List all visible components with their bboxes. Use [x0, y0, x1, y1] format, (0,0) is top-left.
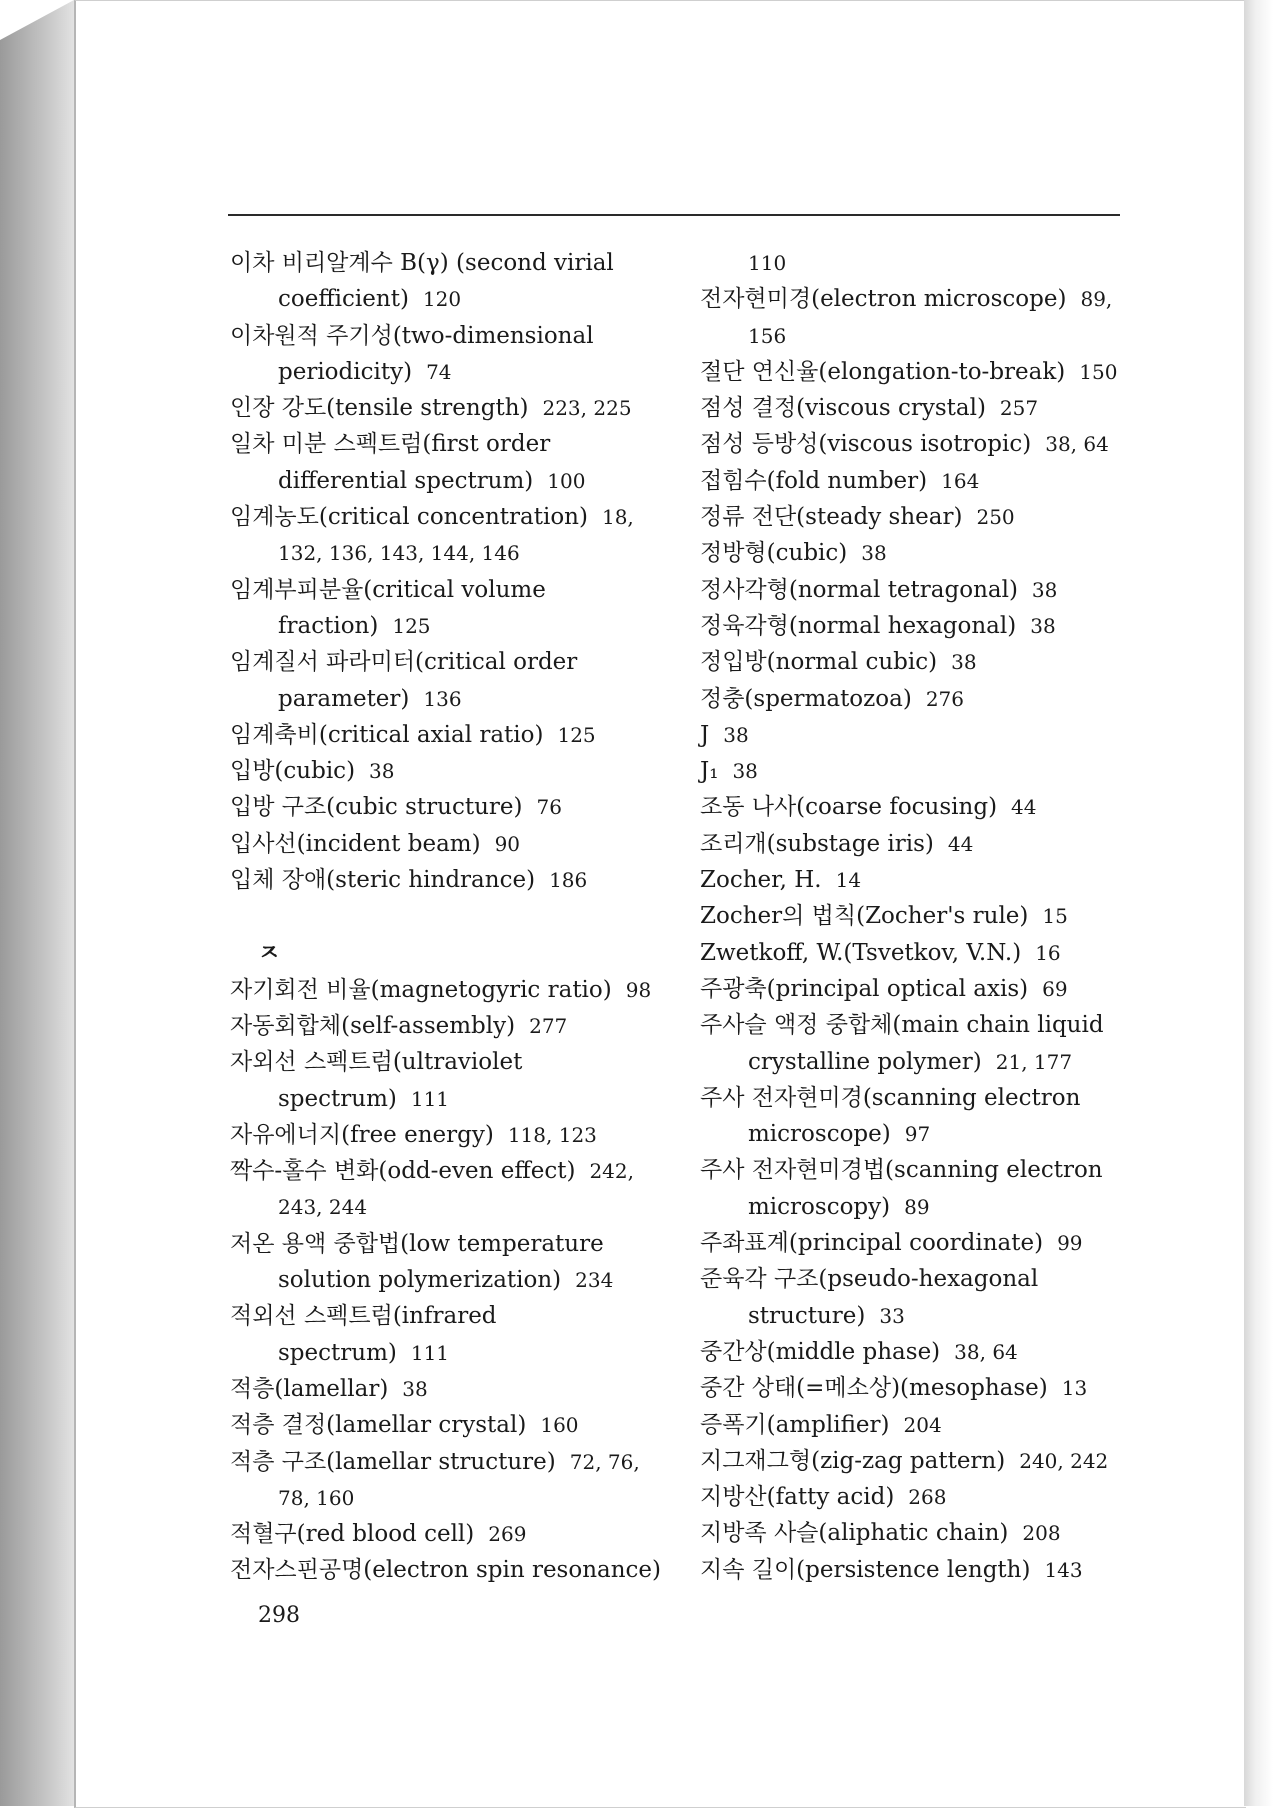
index-entry-term: 자동회합체(self-assembly) — [230, 1012, 516, 1039]
index-entry-term: 이차 비리알계수 B(γ) (second virial coefficient) — [230, 250, 614, 313]
index-entry — [700, 717, 1140, 753]
index-entry — [700, 608, 1140, 644]
index-entry-pages: 160 — [540, 1413, 579, 1438]
index-entry-term: 입체 장애(steric hindrance) — [230, 867, 536, 894]
index-entry-term: 접힘수(fold number) — [700, 467, 928, 494]
index-entry — [230, 644, 670, 717]
index-entry-term: J₁ — [700, 758, 719, 785]
index-entry-pages: 150 — [1079, 359, 1118, 384]
index-entry-term: 적층(lamellar) — [230, 1375, 389, 1402]
index-entry — [700, 826, 1140, 862]
index-entry — [230, 426, 670, 499]
index-entry-term: 점성 결정(viscous crystal) — [700, 395, 986, 422]
index-entry-term: J — [700, 721, 710, 748]
index-entry — [230, 717, 670, 753]
index-entry — [700, 898, 1140, 934]
index-entry-term: 주사 전자현미경법(scanning electron microscopy) — [700, 1157, 1103, 1220]
index-entry-pages: 99 — [1057, 1231, 1083, 1256]
index-entry-pages: 38 — [369, 759, 395, 784]
index-entry-term: 지속 길이(persistence length) — [700, 1556, 1031, 1583]
index-entry-pages: 143 — [1044, 1557, 1083, 1582]
index-entry-term: 자유에너지(free energy) — [230, 1121, 494, 1148]
index-entry — [230, 1044, 670, 1117]
index-entry-term: 적층 구조(lamellar structure) — [230, 1448, 556, 1475]
index-entry — [230, 972, 670, 1008]
index-entry-pages: 44 — [1011, 795, 1037, 820]
index-entry — [700, 681, 1140, 717]
index-entry-term: 점성 등방성(viscous isotropic) — [700, 431, 1032, 458]
index-entry-term: 조동 나사(coarse focusing) — [700, 794, 998, 821]
index-entry-pages: 136 — [423, 686, 462, 711]
index-entry-pages: 97 — [904, 1122, 931, 1147]
index-entry-pages: 38 — [1030, 613, 1056, 638]
index-entry-pages: 33 — [879, 1303, 905, 1328]
index-entry-pages: 186 — [549, 868, 588, 893]
index-entry-term: 주사 전자현미경(scanning electron microscope) — [700, 1084, 1081, 1148]
index-entry-pages: 69 — [1042, 976, 1068, 1001]
index-entry — [700, 1443, 1140, 1479]
index-entry — [700, 1225, 1140, 1261]
index-entry-pages: 18, 132, 136, 143, 144, 146 — [278, 505, 634, 566]
index-entry-term: 입방 구조(cubic structure) — [230, 794, 523, 821]
index-entry-term: Zwetkoff, W.(Tsvetkov, V.N.) — [700, 939, 1022, 966]
index-entry-pages: 240, 242 — [1019, 1448, 1109, 1473]
index-column-right — [700, 245, 1140, 1588]
index-entry-pages: 14 — [835, 868, 862, 893]
index-entry-term: 주사슬 액정 중합체(main chain liquid crystalline polymer) — [700, 1012, 1104, 1075]
index-entry-term: Zocher의 법칙(Zocher's rule) — [700, 903, 1029, 930]
index-entry-term: 임계질서 파라미터(critical order parameter) — [230, 649, 578, 712]
index-entry-term: 자기회전 비율(magnetogyric ratio) — [230, 976, 612, 1003]
index-entry-pages: 234 — [575, 1268, 614, 1293]
index-entry-term: 짝수-홀수 변화(odd-even effect) — [230, 1158, 576, 1185]
index-entry — [700, 1479, 1140, 1515]
index-entry-term: 중간상(middle phase) — [700, 1338, 941, 1365]
index-entry — [700, 1080, 1140, 1153]
index-entry — [700, 971, 1140, 1007]
index-entry-pages: 111 — [410, 1086, 450, 1111]
index-entry-pages: 38, 64 — [1045, 432, 1109, 457]
index-entry — [700, 1334, 1140, 1370]
index-entry — [700, 463, 1140, 499]
index-entry-term: 이차원적 주기성(two-dimensional periodicity) — [230, 322, 594, 385]
index-entry-pages: 21, 177 — [995, 1049, 1073, 1074]
index-entry — [230, 499, 670, 572]
index-entry — [700, 354, 1140, 390]
index-entry-pages: 110 — [748, 251, 787, 275]
index-entry — [230, 390, 670, 426]
index-entry — [700, 1007, 1140, 1080]
index-entry-term: 조리개(substage iris) — [700, 830, 934, 857]
index-entry — [230, 789, 670, 825]
index-entry-term: 저온 용액 중합법(low temperature solution polymerization) — [230, 1230, 604, 1294]
index-entry-pages: 118, 123 — [507, 1122, 597, 1147]
index-entry-term: 적혈구(red blood cell) — [230, 1521, 475, 1548]
index-entry — [700, 426, 1140, 462]
index-entry-term: 주좌표계(principal coordinate) — [700, 1230, 1044, 1257]
index-entry-term: 지방산(fatty acid) — [700, 1484, 895, 1511]
index-entry-term: 적외선 스펙트럼(infrared spectrum) — [230, 1303, 497, 1366]
index-entry — [230, 318, 670, 391]
index-entry-term: 준육각 구조(pseudo-hexagonal structure) — [700, 1266, 1039, 1329]
index-entry-pages: 277 — [529, 1013, 568, 1038]
index-entry-pages: 268 — [908, 1485, 947, 1510]
index-entry — [700, 1261, 1140, 1334]
index-entry-pages: 125 — [392, 613, 431, 638]
index-entry-pages: 250 — [976, 505, 1015, 530]
index-entry — [230, 753, 670, 789]
index-entry-term: 임계부피분율(critical volume fraction) — [230, 576, 546, 639]
section-gap — [230, 898, 670, 935]
index-entry — [700, 1370, 1140, 1406]
index-entry — [700, 935, 1140, 971]
index-entry — [700, 789, 1140, 825]
index-entry — [700, 1152, 1140, 1225]
index-entry-pages: 38 — [861, 541, 887, 566]
index-entry — [700, 535, 1140, 571]
index-entry-continuation — [700, 245, 1140, 281]
index-entry — [700, 499, 1140, 535]
index-entry-pages: 38 — [402, 1376, 428, 1401]
index-entry — [230, 1298, 670, 1371]
index-entry-term: 중간 상태(=메소상)(mesophase) — [700, 1375, 1048, 1402]
index-entry-term: 전자스핀공명(electron spin resonance) — [230, 1557, 662, 1584]
index-entry-term: 절단 연신율(elongation-to-break) — [700, 358, 1066, 385]
index-entry-pages: 276 — [925, 686, 964, 711]
index-entry — [700, 390, 1140, 426]
index-entry-pages: 13 — [1061, 1376, 1088, 1401]
index-entry-term: 정충(spermatozoa) — [700, 685, 912, 712]
index-entry — [700, 753, 1140, 789]
index-entry — [230, 245, 670, 318]
index-entry-term: 자외선 스펙트럼(ultraviolet spectrum) — [230, 1049, 523, 1112]
index-entry-pages: 38 — [951, 650, 977, 675]
index-entry-term: Zocher, H. — [700, 867, 822, 894]
index-entry-term: 정류 전단(steady shear) — [700, 504, 963, 531]
index-entry — [230, 1516, 670, 1552]
index-entry-pages: 38 — [723, 722, 749, 747]
index-entry — [230, 1444, 670, 1517]
index-entry-pages: 38 — [1031, 577, 1058, 602]
index-entry — [230, 572, 670, 645]
index-entry-pages: 90 — [494, 831, 521, 856]
index-entry-term: 전자현미경(electron microscope) — [700, 286, 1067, 313]
index-entry-pages: 204 — [903, 1412, 942, 1437]
index-entry — [230, 862, 670, 898]
index-entry-pages: 164 — [941, 468, 980, 493]
index-entry-pages: 38, 64 — [954, 1339, 1018, 1364]
index-entry-pages: 76 — [536, 795, 562, 820]
book-edge-shadow — [0, 0, 80, 1806]
index-entry-pages: 257 — [999, 396, 1039, 421]
index-column-left — [230, 245, 670, 1589]
index-entry-term: 입방(cubic) — [230, 758, 356, 785]
index-entry-pages: 38 — [732, 759, 758, 784]
index-entry-pages: 98 — [625, 977, 652, 1002]
index-entry-term: 인장 강도(tensile strength) — [230, 395, 529, 422]
index-entry-pages: 15 — [1042, 904, 1068, 929]
section-heading: ㅈ — [258, 940, 281, 967]
page-number: 298 — [258, 1603, 300, 1628]
index-entry-pages: 269 — [488, 1522, 527, 1547]
index-entry-term: 정방형(cubic) — [700, 540, 848, 567]
index-entry — [700, 644, 1140, 680]
index-entry-term: 임계농도(critical concentration) — [230, 504, 588, 531]
index-entry — [230, 1117, 670, 1153]
index-entry — [700, 862, 1140, 898]
index-entry-pages: 72, 76, 78, 160 — [278, 1449, 640, 1510]
index-entry-term: 주광축(principal optical axis) — [700, 975, 1029, 1002]
index-entry — [230, 1552, 670, 1588]
index-entry — [230, 1008, 670, 1044]
index-entry-term: 증폭기(amplifier) — [700, 1411, 890, 1438]
index-entry-pages: 74 — [426, 359, 452, 384]
index-entry — [230, 1407, 670, 1443]
index-entry — [230, 1371, 670, 1407]
index-entry — [230, 1226, 670, 1299]
index-entry-term: 일차 미분 스펙트럼(first order differential spectrum) — [230, 431, 551, 494]
page-right-shadow — [1244, 0, 1273, 1806]
index-entry — [230, 826, 670, 862]
index-entry-term: 정육각형(normal hexagonal) — [700, 612, 1017, 639]
index-entry-term: 적층 결정(lamellar crystal) — [230, 1412, 527, 1439]
index-entry-term: 임계축비(critical axial ratio) — [230, 721, 544, 748]
index-entry-term: 지방족 사슬(aliphatic chain) — [700, 1520, 1009, 1547]
index-entry-pages: 208 — [1022, 1521, 1061, 1546]
index-entry — [700, 1407, 1140, 1443]
header-rule — [228, 214, 1120, 216]
index-entry-pages: 120 — [422, 287, 462, 312]
index-entry — [700, 281, 1140, 354]
index-entry-pages: 89 — [904, 1194, 930, 1219]
index-entry-pages: 223, 225 — [542, 396, 632, 421]
index-entry — [700, 1552, 1140, 1588]
index-entry — [700, 572, 1140, 608]
index-entry-pages: 89, 156 — [748, 287, 1113, 348]
index-entry — [230, 1153, 670, 1226]
index-entry-pages: 125 — [557, 722, 596, 747]
index-entry-term: 정입방(normal cubic) — [700, 649, 938, 676]
index-entry-term: 정사각형(normal tetragonal) — [700, 576, 1018, 603]
index-entry-term: 입사선(incident beam) — [230, 830, 481, 857]
index-entry — [700, 1515, 1140, 1551]
index-entry-pages: 16 — [1035, 940, 1061, 965]
index-entry-term: 지그재그형(zig-zag pattern) — [700, 1447, 1006, 1474]
index-entry-pages: 100 — [547, 468, 586, 493]
index-entry-pages: 242, 243, 244 — [278, 1159, 634, 1220]
index-entry-pages: 44 — [947, 831, 974, 856]
index-entry-pages: 111 — [410, 1340, 450, 1365]
